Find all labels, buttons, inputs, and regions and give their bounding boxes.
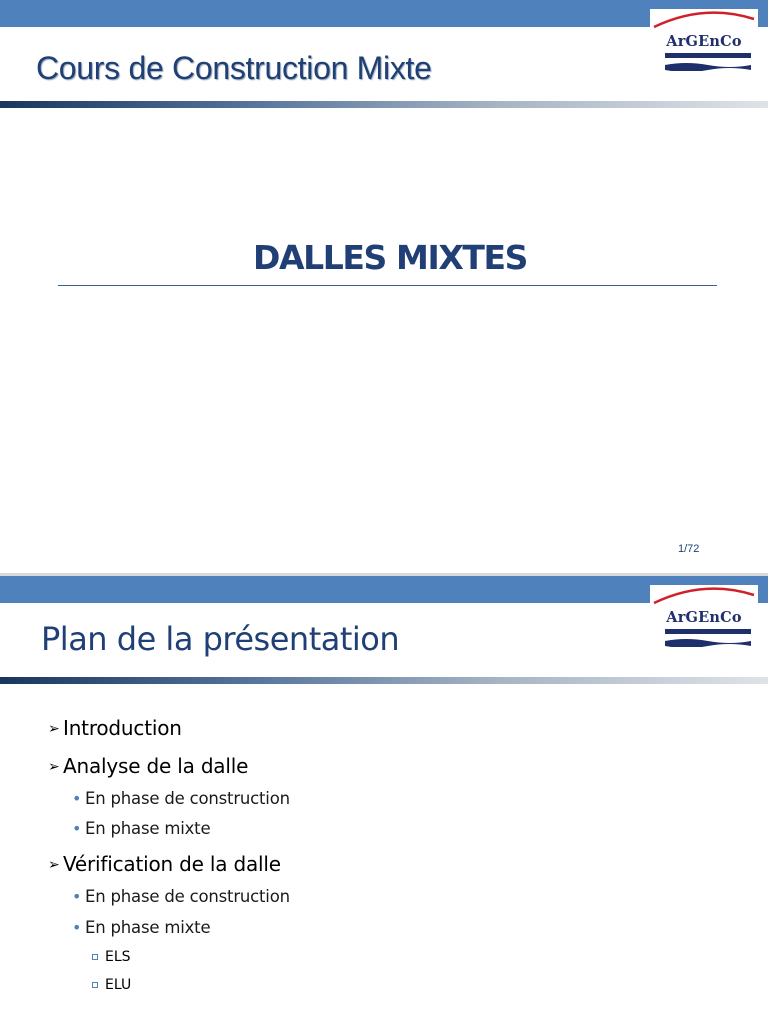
outline-subitem: • En phase mixte bbox=[72, 918, 211, 937]
outline-item-introduction: ➢ Introduction bbox=[48, 716, 182, 740]
arrow-bullet-icon: ➢ bbox=[48, 857, 60, 873]
arrow-bullet-icon: ➢ bbox=[48, 759, 60, 775]
header-rule bbox=[0, 101, 768, 108]
outline-item-verification: ➢ Vérification de la dalle bbox=[48, 852, 281, 876]
outline-subsubitem: ELU bbox=[92, 977, 131, 993]
arrow-bullet-icon: ➢ bbox=[48, 721, 60, 737]
outline-subitem: • En phase de construction bbox=[72, 887, 290, 906]
logo-arc-icon bbox=[650, 585, 758, 605]
dot-bullet-icon: • bbox=[72, 819, 82, 838]
logo-waves-icon bbox=[665, 53, 751, 71]
outline-subitem: • En phase de construction bbox=[72, 789, 290, 808]
outline-subsubitem: ELS bbox=[92, 949, 131, 965]
page-number: 1/72 bbox=[678, 543, 700, 555]
argenco-logo bbox=[650, 585, 758, 649]
logo-waves-icon bbox=[665, 629, 751, 647]
header-rule bbox=[0, 677, 768, 684]
logo-arc-icon bbox=[650, 9, 758, 29]
argenco-logo bbox=[650, 9, 758, 73]
logo-text: ArGEnCo bbox=[666, 33, 742, 50]
outline-item-analyse: ➢ Analyse de la dalle bbox=[48, 754, 249, 778]
dot-bullet-icon: • bbox=[72, 789, 82, 808]
outline-subitem: • En phase mixte bbox=[72, 819, 211, 838]
logo-text: ArGEnCo bbox=[666, 609, 742, 626]
main-heading: DALLES MIXTES bbox=[253, 238, 527, 277]
heading-underline bbox=[58, 285, 717, 286]
dot-bullet-icon: • bbox=[72, 918, 82, 937]
slide-title: Plan de la présentation bbox=[41, 620, 400, 658]
dot-bullet-icon: • bbox=[72, 887, 82, 906]
square-bullet-icon bbox=[92, 982, 98, 988]
square-bullet-icon bbox=[92, 954, 98, 960]
course-title: Cours de Construction Mixte bbox=[36, 50, 432, 86]
